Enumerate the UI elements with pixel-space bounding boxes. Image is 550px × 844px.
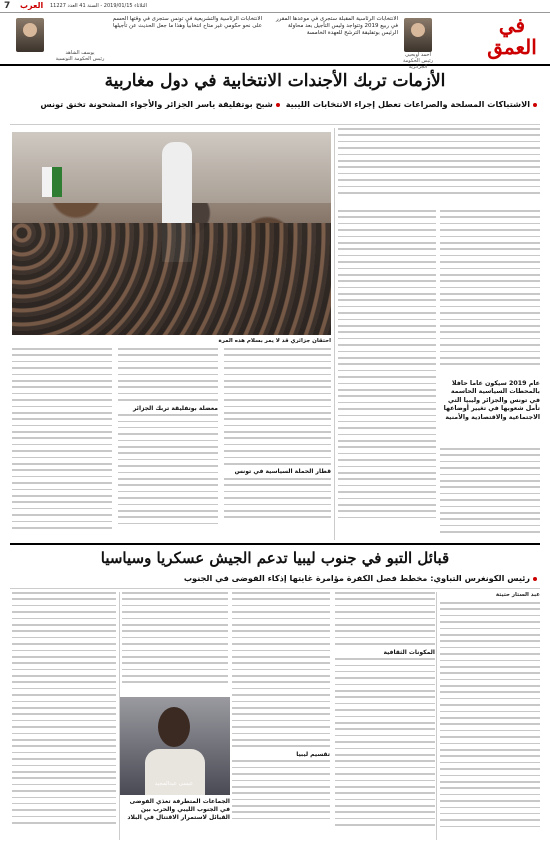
- article-column: [440, 448, 540, 540]
- brand-logo: العرب: [20, 1, 44, 10]
- article-subhead: [10, 572, 540, 584]
- photo-caption: احتقان جزائري قد لا يمر بسلام هذه المرة: [218, 338, 331, 344]
- article-column: [12, 592, 116, 840]
- article-column: [440, 210, 540, 378]
- page-number: 7: [4, 1, 11, 11]
- article-column: [12, 348, 112, 540]
- article-column: [338, 210, 436, 540]
- issue-line: الثلاثاء 2019/01/15 - السنة 41 العدد 11227: [50, 3, 147, 9]
- teaser-quote: الانتخابات الرئاسية والتشريعية في تونس ستجرى في وقتها الحسم على نحو حكومي غير متاح انتخابياً وهذا ما جعل الحديث عن تأجيلها: [112, 16, 262, 29]
- article-intro: [338, 128, 540, 204]
- bullet-icon: [533, 103, 537, 107]
- article-column: [118, 348, 218, 540]
- protest-photo: [12, 132, 331, 335]
- portrait-caption: أحمد أويحيى رئيس الحكومة الجزائرية: [402, 52, 434, 70]
- callout: الجماعات المتطرفة تغذي الفوضى في الجنوب الليبي والحرب بين القبائل لاستمرار الاقتتال في البلاد: [127, 798, 230, 821]
- byline: عبد الستار حتيتة: [495, 592, 540, 598]
- portrait-ouyahia: [404, 18, 432, 52]
- section-heading: المكونات الثقافية: [383, 648, 435, 656]
- photo-caption: عيسى عبدالمجيد: [154, 781, 194, 787]
- section-heading: معضلة بوتفليقة تربك الجزائر: [132, 404, 218, 412]
- divider: [10, 124, 540, 125]
- subhead: رئيس الكونغرس التباوي: مخطط فصل الكفرة مؤامرة غايتها إذكاء الفوضى في الجنوب: [183, 573, 530, 583]
- section-heading: قطار الحملة السياسية في تونس: [234, 468, 331, 476]
- section-heading: تقسيم ليبيا: [296, 750, 330, 758]
- article-column: [440, 602, 540, 840]
- divider: [10, 588, 540, 589]
- bullet-icon: [276, 103, 280, 107]
- article-column: [224, 348, 331, 540]
- section-title-text: في العمق: [487, 13, 537, 59]
- portrait-chahed: [16, 18, 44, 52]
- subhead: الاشتباكات المسلحة والصراعات تعطل إجراء الانتخابات الليبية: [285, 99, 530, 109]
- section-title: [482, 14, 542, 62]
- article-column: [232, 592, 330, 840]
- article-column: [335, 592, 435, 840]
- pull-quote: عام 2019 سيكون عاما حافلا بالمحطات السياسية الحاسمة في تونس والجزائر وليبيا التي تأمل شعوبها في تغيير أوضاعها الاجتماعية والاقتصادية والأمنية: [443, 380, 540, 421]
- teaser-quote: الانتخابات الرئاسية المقبلة ستجرى في موعدها المقرر في ربيع 2019 وتتواجد وليس التأجيل بعد محاولة الرئيس بوتفليقة الترشح للعهدة الخامسة: [276, 16, 398, 36]
- divider: [10, 543, 540, 545]
- bullet-icon: [533, 577, 537, 581]
- article-column: [122, 592, 228, 692]
- portrait-caption: يوسف الشاهد رئيس الحكومة التونسية: [55, 50, 105, 62]
- page-header: [0, 12, 550, 70]
- article-headline: الأزمات تربك الأجندات الانتخابية في دول مغاربية: [104, 71, 446, 91]
- subhead: شبح بوتفليقة ياسر الجزائر والأجواء المشحونة تخنق تونس: [40, 99, 273, 109]
- column-rule: [119, 592, 120, 840]
- column-rule: [334, 128, 335, 540]
- algerian-flag-icon: [42, 167, 62, 197]
- article-subheads: [10, 98, 540, 110]
- column-rule: [436, 592, 437, 840]
- article-headline: قبائل التبو في جنوب ليبيا تدعم الجيش عسكريا وسياسيا: [100, 549, 450, 567]
